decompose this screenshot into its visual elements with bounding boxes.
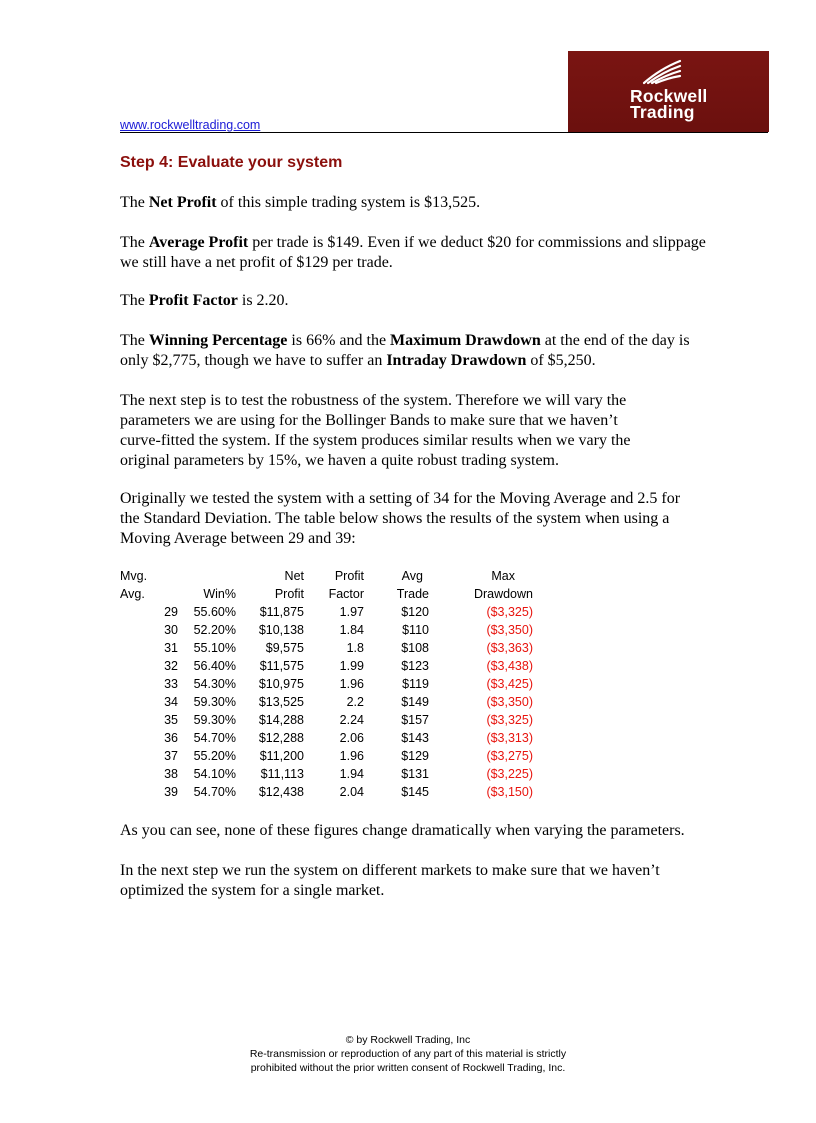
table-cell: 1.96	[339, 677, 364, 691]
footer-line: Re-transmission or reproduction of any part of this material is strictly	[249, 1048, 567, 1060]
table-row	[120, 783, 533, 801]
paragraph-profit-factor: The Profit Factor is 2.20.	[120, 292, 289, 309]
table-cell: 54.10%	[193, 767, 236, 781]
table-cell: ($3,225)	[486, 767, 533, 781]
col-header: Profit	[274, 587, 304, 601]
table-cell: $11,575	[259, 659, 304, 673]
table-cell: 29	[164, 605, 178, 619]
table-cell: ($3,363)	[486, 641, 533, 655]
table-cell: $12,288	[258, 731, 304, 745]
paragraph-original-test: Originally we tested the system with a setting of 34 for the Moving Average and 2.5 for the Standard Deviation. The table below shows the results of the system when using a Moving Average between 29 and 39:	[120, 490, 681, 547]
paragraph-net-profit: The Net Profit of this simple trading system is $13,525.	[120, 194, 481, 211]
table-cell: ($3,150)	[486, 785, 533, 799]
table-cell: $145	[401, 785, 429, 799]
table-cell: 32	[164, 659, 178, 673]
table-cell: ($3,313)	[486, 731, 533, 745]
table-cell: $10,138	[258, 623, 304, 637]
table-cell: 2.04	[339, 785, 364, 799]
table-header-row	[120, 567, 533, 585]
col-header	[178, 567, 236, 585]
table-cell: ($3,350)	[486, 623, 533, 637]
paragraph-conclusion: As you can see, none of these figures change dramatically when varying the parameters.	[120, 822, 685, 839]
table-cell: $11,200	[259, 749, 304, 763]
table-cell: 2.24	[339, 713, 364, 727]
table-cell: $12,438	[258, 785, 304, 799]
col-header: Mvg.	[120, 569, 148, 583]
table-row	[120, 765, 533, 783]
table-cell: $108	[401, 641, 429, 655]
table-cell: 1.97	[339, 605, 364, 619]
table-cell: $110	[402, 623, 429, 637]
table-cell: $9,575	[265, 641, 304, 655]
table-cell: 35	[164, 713, 178, 727]
table-cell: ($3,438)	[486, 659, 533, 673]
table-cell: 56.40%	[193, 659, 236, 673]
logo-text-line1: Rockwell	[630, 86, 708, 106]
table-cell: $149	[401, 695, 429, 709]
table-cell: 54.30%	[193, 677, 236, 691]
col-header: Win%	[203, 587, 236, 601]
table-cell: $13,525	[258, 695, 304, 709]
website-link[interactable]: www.rockwelltrading.com	[120, 118, 261, 132]
table-cell: 33	[164, 677, 178, 691]
table-cell: 59.30%	[193, 713, 236, 727]
col-header: Drawdown	[473, 587, 533, 601]
col-header: Profit	[334, 569, 364, 583]
table-row	[120, 675, 533, 693]
logo-text-line2: Trading	[630, 102, 695, 122]
table-cell: 34	[164, 695, 178, 709]
table-cell: 55.10%	[193, 641, 236, 655]
rockwell-trading-logo	[568, 51, 769, 132]
table-cell: 36	[164, 731, 178, 745]
footer-line: © by Rockwell Trading, Inc	[345, 1034, 471, 1046]
copyright-footer	[188, 1033, 628, 1075]
table-cell: 2.2	[346, 695, 364, 709]
table-row	[120, 693, 533, 711]
table-cell: $120	[401, 605, 429, 619]
table-cell: 1.99	[339, 659, 364, 673]
table-cell: $14,288	[258, 713, 304, 727]
table-cell: ($3,350)	[486, 695, 533, 709]
table-row	[120, 711, 533, 729]
col-header: Trade	[396, 587, 429, 601]
table-cell: $123	[401, 659, 429, 673]
col-header: Max	[491, 569, 515, 583]
table-cell: $143	[401, 731, 429, 745]
col-header: Factor	[328, 587, 364, 601]
results-table	[120, 567, 533, 801]
paragraph-average-profit: The Average Profit per trade is $149. Even if we deduct $20 for commissions and slippage we still have a net profit of $129 per trade.	[120, 234, 706, 271]
footer-line: prohibited without the prior written consent of Rockwell Trading, Inc.	[250, 1062, 566, 1074]
table-cell: $10,975	[258, 677, 304, 691]
table-cell: 1.94	[339, 767, 364, 781]
table-cell: 30	[164, 623, 178, 637]
table-cell: 39	[164, 785, 178, 799]
table-row	[120, 621, 533, 639]
table-cell: 1.8	[346, 641, 364, 655]
table-cell: 2.06	[339, 731, 364, 745]
table-row	[120, 639, 533, 657]
table-header-row	[120, 585, 533, 603]
paragraph-winning-percentage: The Winning Percentage is 66% and the Maximum Drawdown at the end of the day is only $2,775, though we have to suffer an Intraday Drawdown of $5,250.	[120, 332, 690, 369]
table-cell: ($3,325)	[486, 605, 533, 619]
col-header: Net	[284, 569, 304, 583]
table-cell: 31	[164, 641, 178, 655]
table-cell: $157	[401, 713, 429, 727]
table-cell: 1.96	[339, 749, 364, 763]
table-cell: 37	[164, 749, 178, 763]
table-cell: ($3,275)	[486, 749, 533, 763]
col-header: Avg.	[120, 587, 145, 601]
table-cell: ($3,325)	[486, 713, 533, 727]
table-cell: 55.20%	[193, 749, 236, 763]
col-header: Avg	[401, 569, 423, 583]
table-row	[120, 603, 533, 621]
table-cell: $131	[401, 767, 429, 781]
paragraph-robustness: The next step is to test the robustness of the system. Therefore we will vary the parameters we are using for the Bollinger Bands to make sure that we haven’t curve-fitted the system. If the system produces similar results when we vary the original parameters by 15%, we haven a quite robust trading system.	[120, 392, 631, 469]
table-cell: $11,113	[260, 767, 304, 781]
table-row	[120, 747, 533, 765]
table-cell: $119	[402, 677, 429, 691]
table-cell: 54.70%	[193, 731, 236, 745]
table-cell: 1.84	[339, 623, 364, 637]
table-cell: 54.70%	[193, 785, 236, 799]
table-cell: 52.20%	[193, 623, 236, 637]
table-row	[120, 657, 533, 675]
table-cell: 59.30%	[193, 695, 236, 709]
table-cell: $11,875	[259, 605, 304, 619]
paragraph-next-step: In the next step we run the system on different markets to make sure that we haven’t optimized the system for a single market.	[120, 862, 660, 899]
table-cell: ($3,425)	[486, 677, 533, 691]
header-divider	[120, 132, 768, 133]
table-cell: $129	[401, 749, 429, 763]
section-heading: Step 4: Evaluate your system	[120, 154, 343, 171]
table-cell: 55.60%	[193, 605, 236, 619]
table-cell: 38	[164, 767, 178, 781]
table-row	[120, 729, 533, 747]
